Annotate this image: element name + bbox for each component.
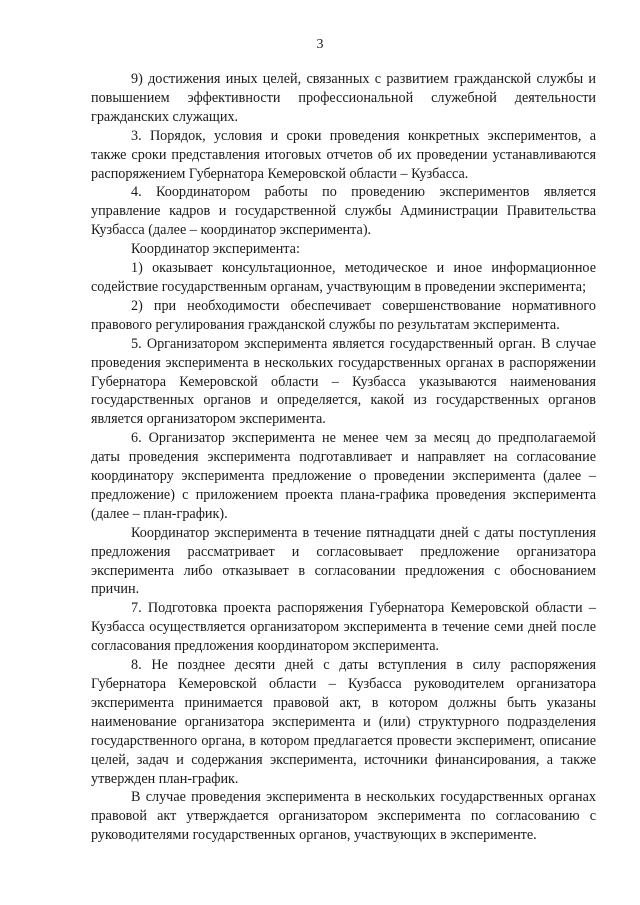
paragraph-coordinator-heading: Координатор эксперимента: (131, 241, 300, 258)
paragraph-section-7: 7. Подготовка проекта распоряжения Губернатора Кемеровской области – Кузбасса осуществляется организатором эксперимента в течение семи дней после согласования предложения координатором эксперимента. (91, 600, 596, 655)
paragraph-section-8: 8. Не позднее десяти дней с даты вступления в силу распоряжения Губернатора Кемеровской области – Кузбасса руководителем организатора эксперимента принимается правовой акт, в котором должны быть указаны наименование организатора эксперимента и (или) структурного подразделения государственного органа, в котором предлагается провести эксперимент, описание целей, задач и содержания эксперимента, источники финансирования, а также утвержден план-график. (91, 657, 596, 787)
paragraph-section-8-multiple: В случае проведения эксперимента в нескольких государственных органах правовой акт утверждается организатором эксперимента по согласованию с руководителями государственных органов, участвующих в эксперименте. (91, 789, 596, 844)
paragraph-coordinator-item-1: 1) оказывает консультационное, методическое и иное информационное содействие государственным органам, участвующим в проведении эксперимента; (91, 260, 596, 295)
paragraph-section-3: 3. Порядок, условия и сроки проведения конкретных экспериментов, а также сроки представления итоговых отчетов об их проведении устанавливаются распоряжением Губернатора Кемеровской области – Кузбасса. (91, 127, 596, 182)
paragraph-section-6-review: Координатор эксперимента в течение пятнадцати дней с даты поступления предложения рассматривает и согласовывает предложение организатора эксперимента либо отказывает в согласовании предложения с обоснованием причин. (91, 524, 596, 598)
paragraph-section-4: 4. Координатором работы по проведению экспериментов является управление кадров и государственной службы Администрации Правительства Кузбасса (далее – координатор эксперимента). (91, 184, 596, 239)
paragraph-section-5: 5. Организатором эксперимента является государственный орган. В случае проведения эксперимента в нескольких государственных органах в распоряжении Губернатора Кемеровской области – Кузбасса указываются наименования государственных органов и определяется, какой из государственных органов является организатором эксперимента. (91, 335, 596, 428)
paragraph-coordinator-item-2: 2) при необходимости обеспечивает совершенствование нормативного правового регулирования гражданской службы по результатам эксперимента. (91, 297, 596, 333)
document-body (91, 70, 596, 845)
paragraph-item-9: 9) достижения иных целей, связанных с развитием гражданской службы и повышением эффективности профессиональной служебной деятельности гражданских служащих. (91, 71, 596, 125)
paragraph-section-6: 6. Организатор эксперимента не менее чем за месяц до предполагаемой даты проведения эксперимента подготавливает и направляет на согласование координатору эксперимента предложение о проведении эксперимента (далее – предложение) с приложением проекта плана-графика проведения эксперимента (далее – план-график). (91, 430, 596, 522)
page-number: 3 (316, 37, 324, 52)
